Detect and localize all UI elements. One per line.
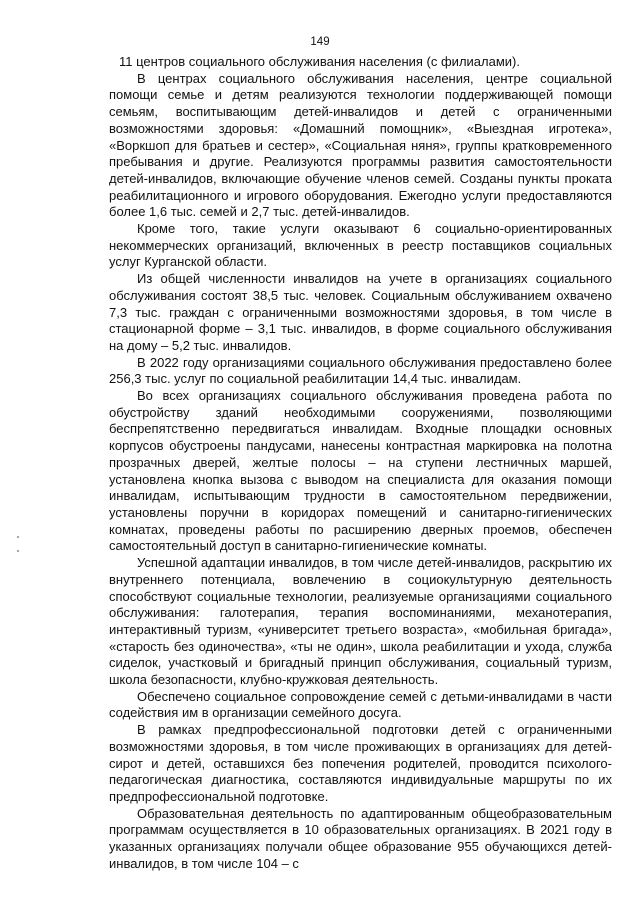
paragraph-preprofessional: В рамках предпрофессиональной подготовки детей с ограниченными возможностями здоровья, в том числе проживающих в организациях для детей-сирот и детей, оставшихся без попечения родителей, проводится психолого-педагогическая диагностика, составляются индивидуальные маршруты по их предпрофессиональной подготовке. [109, 722, 612, 804]
paragraph-nko: Кроме того, такие услуги оказывают 6 социально-ориентированных некоммерческих организаций, включенных в реестр поставщиков социальных услуг Курганской области. [109, 221, 612, 270]
paragraph-family-support: В центрах социального обслуживания населения, центре социальной помощи семье и детям реализуются технологии поддерживающей помощи семьям, воспитывающим детей-инвалидов и детей с ограниченными возможностями здоровья: «Домашний помощник», «Выездная игротека», «Воркшоп для братьев и сестер», «Социальная няня», группы кратковременного пребывания и другие. Реализуются программы развития самостоятельности детей-инвалидов, включающие обучение членов семей. Созданы пункты проката реабилитационного и игрового оборудования. Ежегодно услуги предоставляются более 1,6 тыс. семей и 2,7 тыс. детей-инвалидов. [109, 70, 612, 220]
paragraph-social-technologies: Успешной адаптации инвалидов, в том числе детей-инвалидов, раскрытию их внутреннего потенциала, вовлечению в социокультурную деятельность способствуют социальные технологии, реализуемые организациями социального обслуживания: галотерапия, терапия воспоминаниями, механотерапия, интерактивный туризм, «университет третьего возраста», «мобильная бригада», «старость без одиночества», «ты не один», школа реабилитации и ухода, служба сиделок, участковый и бригадный принцип обслуживания, социальный туризм, школа безопасности, клубно-кружковая деятельность. [109, 555, 612, 688]
paragraph-accessibility: Во всех организациях социального обслуживания проведена работа по обустройству зданий необходимыми сооружениями, позволяющими беспрепятственно передвигаться инвалидам. Входные площадки основных корпусов обустроены пандусами, нанесены контрастная маркировка на полотна прозрачных дверей, желтые полосы – на ступени лестничных маршей, установлена кнопка вызова с выводом на специалиста для оказания помощи инвалидам, испытывающим трудности в самостоятельном передвижении, установлены поручни в коридорах помещений и санитарно-гигиенических комнатах, проведены работы по расширению дверных проемов, обеспечен самостоятельный доступ в санитарно-гигиенические комнаты. [109, 388, 612, 554]
scan-speck [17, 550, 19, 552]
paragraph-rehabilitation-2022: В 2022 году организациями социального обслуживания предоставлено более 256,3 тыс. услуг по социальной реабилитации 14,4 тыс. инвалидам. [109, 354, 612, 387]
paragraph-family-leisure: Обеспечено социальное сопровождение семей с детьми-инвалидами в части содействия им в организации семейного досуга. [109, 688, 612, 721]
page-number: 149 [310, 36, 330, 48]
paragraph-statistics: Из общей численности инвалидов на учете в организациях социального обслуживания состоят 38,5 тыс. человек. Социальным обслуживанием охвачено 7,3 тыс. граждан с ограниченными возможностями здоровья, в том числе в стационарной форме – 3,1 тыс. инвалидов, в форме социального обслуживания на дому – 5,2 тыс. инвалидов. [109, 271, 612, 353]
paragraph-education: Образовательная деятельность по адаптированным общеобразовательным программам осуществляется в 10 образовательных организациях. В 2021 году в указанных организациях получали общее образование 955 обучающихся детей-инвалидов, в том числе 104 – с [109, 805, 612, 871]
scan-speck [17, 536, 19, 538]
body-text [109, 54, 612, 872]
paragraph-centers-count: 11 центров социального обслуживания населения (с филиалами). [119, 54, 520, 69]
